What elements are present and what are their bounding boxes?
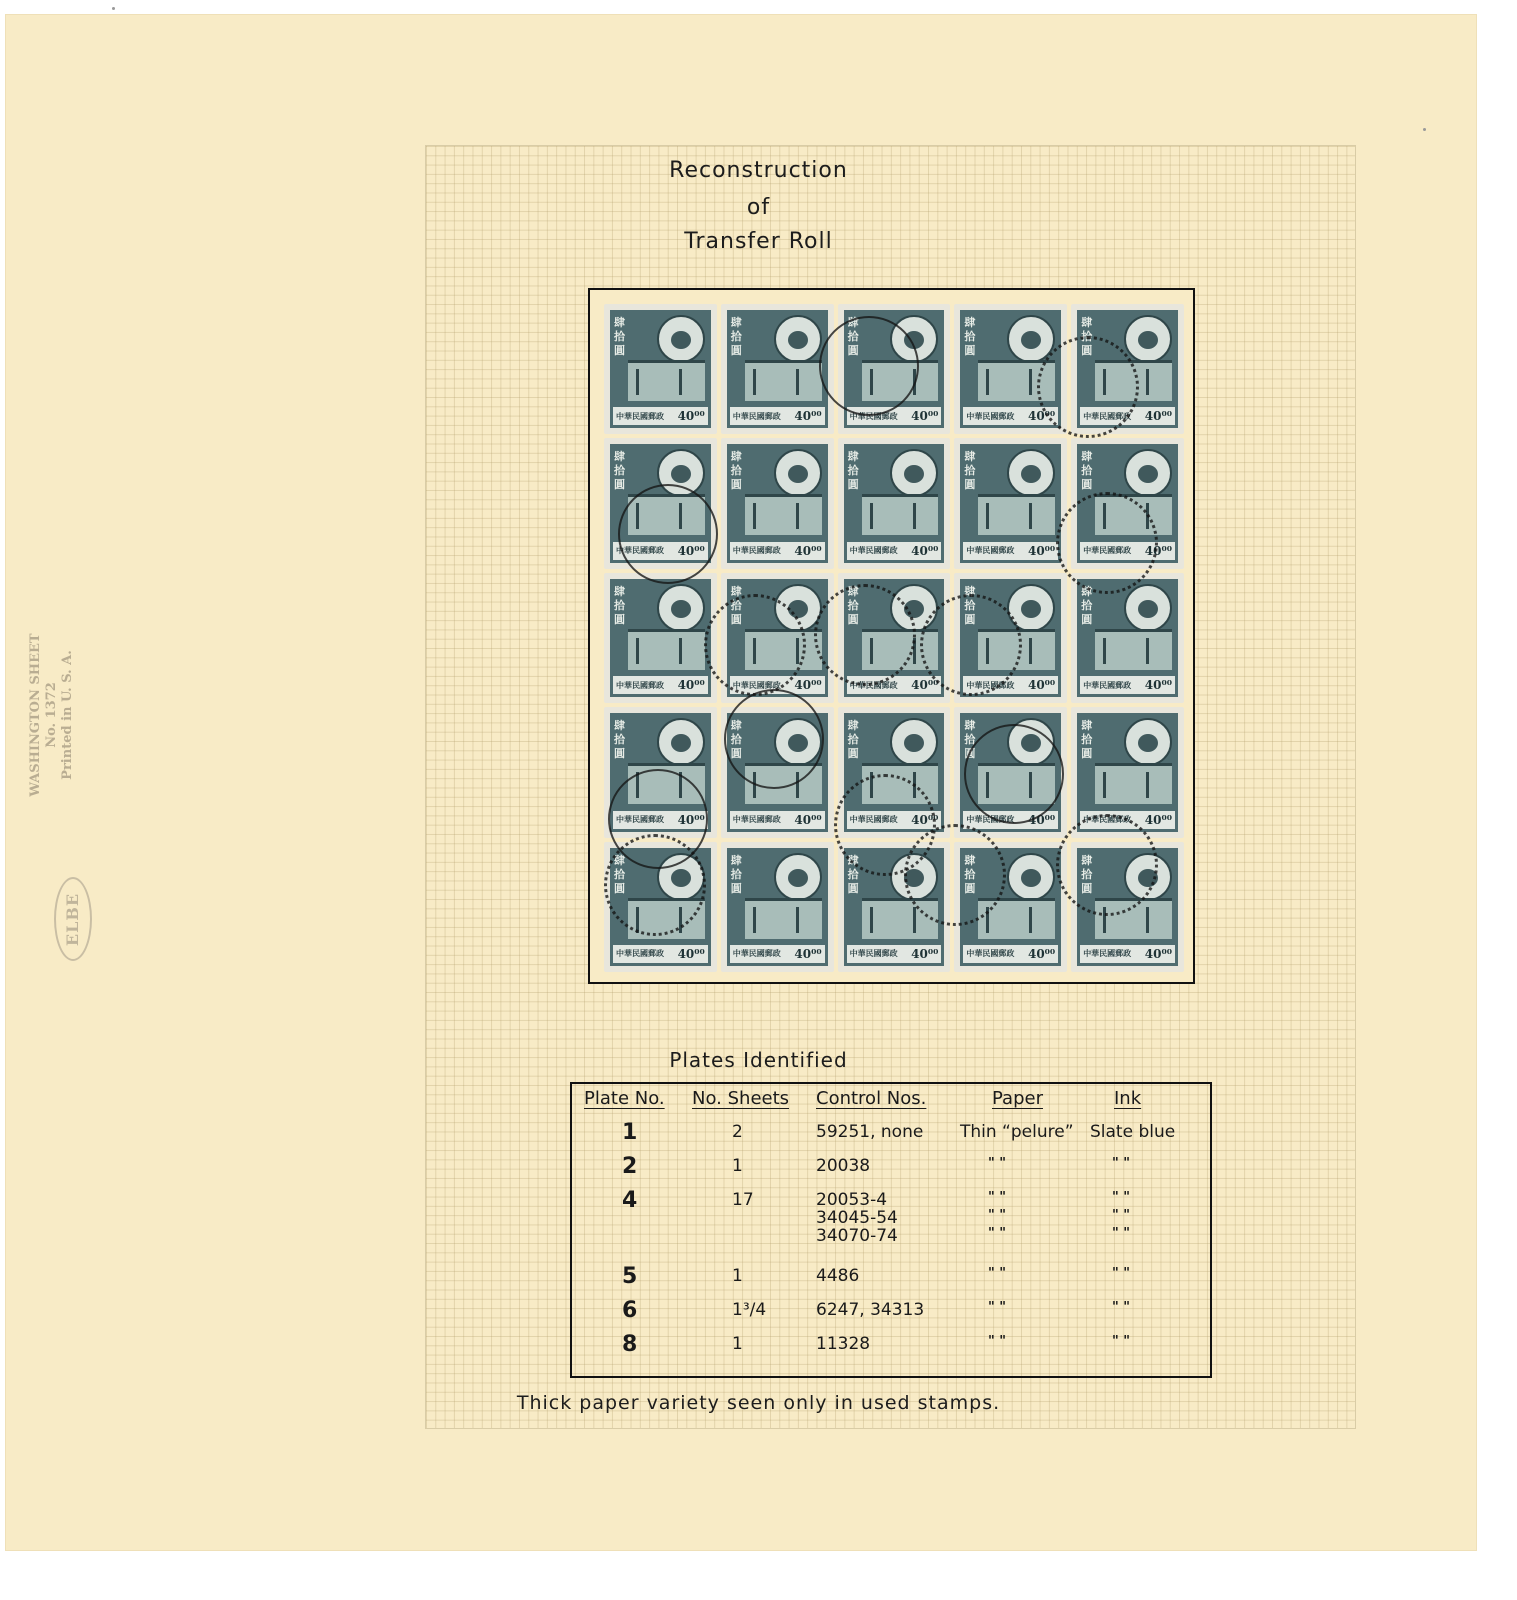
stamp-footer <box>847 676 942 694</box>
medallion-icon <box>1007 718 1055 766</box>
stamp-design <box>727 848 828 966</box>
stamp-denomination-chars: 肆拾圓 <box>1081 316 1093 357</box>
stamp-inscription: 中華民國郵政 <box>732 411 781 421</box>
stamp-inscription: 中華民國郵政 <box>616 949 664 959</box>
control-number: 20053-4 <box>816 1190 888 1210</box>
page-title-line-2: of <box>746 195 771 220</box>
stamp-denomination-chars: 肆拾圓 <box>847 450 859 492</box>
medallion-icon <box>890 584 938 632</box>
stamp-block <box>604 304 1184 972</box>
control-number: 59251, none <box>816 1122 924 1142</box>
stamp-denomination-chars: 肆拾圓 <box>1081 450 1093 492</box>
stamp-inscription: 中華民國郵政 <box>1083 411 1132 421</box>
stamp-footer <box>847 542 942 560</box>
stamp-footer <box>963 945 1058 963</box>
stamp-design <box>844 310 945 428</box>
stamp-footer <box>963 542 1058 560</box>
stamp-footer <box>613 542 708 560</box>
stamp <box>1071 573 1184 703</box>
stamp-vignette <box>745 494 822 535</box>
stamp <box>838 573 951 703</box>
paper-type: Thin “pelure” <box>960 1122 1074 1142</box>
stamp <box>604 304 717 434</box>
stamp <box>721 573 834 703</box>
stamp-inscription: 中華民國郵政 <box>849 680 898 690</box>
stamp-footer <box>1080 407 1175 425</box>
stamp-footer <box>1080 811 1175 829</box>
stamp-vignette <box>628 898 705 939</box>
stamp-denomination-chars: 肆拾圓 <box>730 450 742 492</box>
control-number: 20038 <box>816 1156 871 1176</box>
medallion-icon <box>657 449 705 497</box>
plate-number: 1 <box>622 1120 638 1145</box>
medallion-icon <box>774 449 822 497</box>
stamp-design <box>960 579 1061 697</box>
stamp-value: 40⁰⁰ <box>1144 543 1172 558</box>
stamp-design <box>727 713 828 831</box>
stamp-design <box>960 444 1061 562</box>
stamp-value: 40⁰⁰ <box>794 543 822 558</box>
medallion-icon <box>774 718 822 766</box>
stamp-vignette <box>745 360 822 401</box>
ink-color: " " <box>1112 1226 1131 1241</box>
stamp-inscription: 中華民國郵政 <box>966 680 1015 690</box>
stamp-inscription: 中華民國郵政 <box>1083 949 1132 959</box>
stamp-value: 40⁰⁰ <box>1144 946 1172 961</box>
stamp-value: 40⁰⁰ <box>794 678 822 693</box>
medallion-icon <box>1124 449 1172 497</box>
stamp-inscription: 中華民國郵政 <box>732 546 781 556</box>
medallion-icon <box>1007 315 1055 363</box>
page-title-line-1: Reconstruction <box>669 158 848 183</box>
ink-color: " " <box>1112 1266 1131 1281</box>
stamp-vignette <box>862 898 939 939</box>
stamp-footer <box>613 945 708 963</box>
stamp-value: 40⁰⁰ <box>794 946 822 961</box>
elbe-logo-text: ELBE <box>63 892 83 946</box>
stamp-value: 40⁰⁰ <box>677 409 705 424</box>
medallion-icon <box>657 853 705 901</box>
stamp-vignette <box>745 763 822 804</box>
stamp-vignette <box>628 494 705 535</box>
stamp-vignette <box>978 494 1055 535</box>
footnote: Thick paper variety seen only in used stamps. <box>516 1392 1001 1414</box>
stamp-footer <box>963 407 1058 425</box>
stamp-vignette <box>745 898 822 939</box>
sheet-count: 1³/4 <box>732 1300 767 1320</box>
medallion-icon <box>890 718 938 766</box>
stamp-denomination-chars: 肆拾圓 <box>730 719 742 761</box>
stamp-denomination-chars: 肆拾圓 <box>1081 584 1093 626</box>
stamp-inscription: 中華民國郵政 <box>616 680 664 690</box>
stamp-design <box>1077 713 1178 831</box>
stamp-vignette <box>978 898 1055 939</box>
stamp-inscription: 中華民國郵政 <box>849 949 898 959</box>
paper-type: " " <box>988 1156 1007 1171</box>
control-number: 34070-74 <box>816 1226 898 1246</box>
stamp-inscription: 中華民國郵政 <box>849 411 898 421</box>
stamp-design <box>610 579 711 697</box>
stamp-value: 40⁰⁰ <box>911 409 939 424</box>
stamp-footer <box>730 945 825 963</box>
stamp-value: 40⁰⁰ <box>677 678 705 693</box>
stamp-denomination-chars: 肆拾圓 <box>964 853 976 895</box>
stamp <box>1071 842 1184 972</box>
stamp-inscription: 中華民國郵政 <box>616 815 664 825</box>
elbe-logo <box>54 877 92 961</box>
stamp-design <box>960 848 1061 966</box>
ink-color: " " <box>1112 1156 1131 1171</box>
stamp-denomination-chars: 肆拾圓 <box>964 584 976 626</box>
stamp-denomination-chars: 肆拾圓 <box>730 584 742 626</box>
stamp-footer <box>1080 676 1175 694</box>
sheet-count: 17 <box>732 1190 754 1210</box>
stamp-value: 40⁰⁰ <box>1027 812 1056 827</box>
stamp-design <box>844 444 945 562</box>
stamp-value: 40⁰⁰ <box>1144 812 1172 827</box>
stamp-denomination-chars: 肆拾圓 <box>1081 853 1093 895</box>
ink-color: " " <box>1112 1190 1131 1205</box>
medallion-icon <box>1007 449 1055 497</box>
header-ink: Ink <box>1114 1088 1142 1109</box>
stamp-denomination-chars: 肆拾圓 <box>847 584 859 626</box>
stamp <box>604 842 717 972</box>
stamp-inscription: 中華民國郵政 <box>1083 546 1132 556</box>
medallion-icon <box>1007 853 1055 901</box>
stamp <box>954 438 1067 568</box>
medallion-icon <box>890 853 938 901</box>
stamp-vignette <box>978 763 1055 804</box>
medallion-icon <box>774 315 822 363</box>
stamp <box>954 707 1067 837</box>
stamp-value: 40⁰⁰ <box>1027 946 1056 961</box>
stamp-design <box>610 310 711 428</box>
medallion-icon <box>1124 853 1172 901</box>
medallion-icon <box>1007 584 1055 632</box>
stamp-vignette <box>745 629 822 670</box>
stamp-value: 40⁰⁰ <box>911 812 939 827</box>
stamp-design <box>610 713 711 831</box>
stamp-footer <box>1080 945 1175 963</box>
sheet-count: 2 <box>732 1122 743 1142</box>
stamp-inscription: 中華民國郵政 <box>732 949 781 959</box>
stamp-block-frame <box>588 288 1195 984</box>
header-paper: Paper <box>992 1088 1043 1109</box>
stamp-design <box>960 310 1061 428</box>
stamp-vignette <box>862 360 939 401</box>
stamp-vignette <box>1095 629 1172 670</box>
stamp-inscription: 中華民國郵政 <box>616 546 664 556</box>
stamp-inscription: 中華民國郵政 <box>966 411 1015 421</box>
paper-speck <box>1423 128 1426 131</box>
paper-speck <box>112 7 115 10</box>
stamp-inscription: 中華民國郵政 <box>849 815 898 825</box>
medallion-icon <box>657 315 705 363</box>
stamp-design <box>610 848 711 966</box>
stamp-vignette <box>978 629 1055 670</box>
plate-number: 8 <box>622 1332 638 1357</box>
stamp-vignette <box>1095 494 1172 535</box>
medallion-icon <box>657 584 705 632</box>
header-plate-no: Plate No. <box>584 1088 665 1109</box>
stamp-value: 40⁰⁰ <box>1027 678 1056 693</box>
stamp-inscription: 中華民國郵政 <box>616 411 664 421</box>
stamp-value: 40⁰⁰ <box>677 812 705 827</box>
stamp <box>1071 304 1184 434</box>
stamp-vignette <box>862 494 939 535</box>
stamp <box>604 438 717 568</box>
stamp-footer <box>730 676 825 694</box>
paper-type: " " <box>988 1300 1007 1315</box>
ink-color: " " <box>1112 1334 1131 1349</box>
stamp-vignette <box>1095 360 1172 401</box>
stamp-value: 40⁰⁰ <box>1144 678 1172 693</box>
stamp-inscription: 中華民國郵政 <box>849 546 898 556</box>
stamp-denomination-chars: 肆拾圓 <box>964 316 976 357</box>
stamp-vignette <box>978 360 1055 401</box>
stamp-value: 40⁰⁰ <box>677 543 705 558</box>
medallion-icon <box>1124 584 1172 632</box>
stamp-design <box>844 848 945 966</box>
stamp-design <box>727 310 828 428</box>
stamp-vignette <box>628 763 705 804</box>
stamp-value: 40⁰⁰ <box>911 543 939 558</box>
stamp-design <box>727 579 828 697</box>
header-no-sheets: No. Sheets <box>692 1088 790 1109</box>
plate-number: 4 <box>622 1188 638 1213</box>
stamp-denomination-chars: 肆拾圓 <box>730 316 742 357</box>
imprint-line-2: No. 1372 <box>44 682 59 748</box>
medallion-icon <box>890 315 938 363</box>
stamp-footer <box>730 542 825 560</box>
stamp-footer <box>613 676 708 694</box>
plate-number: 5 <box>622 1264 638 1289</box>
stamp-denomination-chars: 肆拾圓 <box>964 719 976 761</box>
imprint-line-1: WASHINGTON SHEET <box>28 633 43 797</box>
stamp-vignette <box>628 629 705 670</box>
stamp-value: 40⁰⁰ <box>677 946 705 961</box>
control-number: 34045-54 <box>816 1208 898 1228</box>
control-number: 11328 <box>816 1334 871 1354</box>
stamp-vignette <box>628 360 705 401</box>
stamp <box>721 304 834 434</box>
medallion-icon <box>774 853 822 901</box>
medallion-icon <box>774 584 822 632</box>
stamp-denomination-chars: 肆拾圓 <box>614 450 625 492</box>
stamp-denomination-chars: 肆拾圓 <box>964 450 976 492</box>
paper-type: " " <box>988 1334 1007 1349</box>
stamp-design <box>1077 444 1178 562</box>
stamp-inscription: 中華民國郵政 <box>732 680 781 690</box>
stamp <box>721 707 834 837</box>
stamp-footer <box>963 676 1058 694</box>
stamp-inscription: 中華民國郵政 <box>732 815 781 825</box>
stamp <box>838 707 951 837</box>
stamp-design <box>1077 848 1178 966</box>
stamp-vignette <box>862 763 939 804</box>
medallion-icon <box>890 449 938 497</box>
plate-number: 6 <box>622 1298 638 1323</box>
stamp-value: 40⁰⁰ <box>911 678 939 693</box>
page-title-line-3: Transfer Roll <box>684 229 833 254</box>
stamp-design <box>1077 579 1178 697</box>
ink-color: " " <box>1112 1208 1131 1223</box>
stamp-denomination-chars: 肆拾圓 <box>614 719 625 761</box>
stamp-inscription: 中華民國郵政 <box>1083 680 1132 690</box>
imprint-line-3: Printed in U. S. A. <box>60 650 75 780</box>
stamp-footer <box>847 945 942 963</box>
stamp-footer <box>963 811 1058 829</box>
stamp <box>838 304 951 434</box>
medallion-icon <box>1124 315 1172 363</box>
stamp <box>1071 707 1184 837</box>
stamp-vignette <box>1095 898 1172 939</box>
stamp-footer <box>847 811 942 829</box>
sheet-count: 1 <box>732 1334 743 1354</box>
paper-type: " " <box>988 1266 1007 1281</box>
paper-type: " " <box>988 1226 1007 1241</box>
plate-number: 2 <box>622 1154 638 1179</box>
stamp <box>604 573 717 703</box>
stamp-inscription: 中華民國郵政 <box>1083 815 1132 825</box>
stamp-footer <box>1080 542 1175 560</box>
stamp-inscription: 中華民國郵政 <box>966 949 1015 959</box>
stamp <box>954 842 1067 972</box>
ink-color: " " <box>1112 1300 1131 1315</box>
stamp-inscription: 中華民國郵政 <box>966 815 1015 825</box>
stamp <box>838 438 951 568</box>
stamp <box>721 842 834 972</box>
stamp-vignette <box>862 629 939 670</box>
stamp-footer <box>730 407 825 425</box>
stamp-footer <box>730 811 825 829</box>
stamp <box>604 707 717 837</box>
stamp <box>838 842 951 972</box>
stamp-denomination-chars: 肆拾圓 <box>730 853 742 895</box>
stamp <box>954 573 1067 703</box>
control-number: 4486 <box>816 1266 860 1286</box>
plates-title: Plates Identified <box>669 1048 848 1072</box>
stamp-design <box>1077 310 1178 428</box>
stamp-denomination-chars: 肆拾圓 <box>614 584 625 626</box>
stamp-denomination-chars: 肆拾圓 <box>1081 719 1093 761</box>
stamp-inscription: 中華民國郵政 <box>966 546 1015 556</box>
stamp-denomination-chars: 肆拾圓 <box>614 316 625 357</box>
stamp-footer <box>613 811 708 829</box>
paper-type: " " <box>988 1208 1007 1223</box>
stamp-denomination-chars: 肆拾圓 <box>614 853 625 895</box>
stamp-value: 40⁰⁰ <box>911 946 939 961</box>
stamp-footer <box>613 407 708 425</box>
stamp-value: 40⁰⁰ <box>794 812 822 827</box>
stamp-design <box>727 444 828 562</box>
stamp-design <box>844 579 945 697</box>
publisher-imprint <box>28 615 76 815</box>
paper-type: " " <box>988 1190 1007 1205</box>
stamp-value: 40⁰⁰ <box>1027 409 1056 424</box>
stamp <box>1071 438 1184 568</box>
stamp-denomination-chars: 肆拾圓 <box>847 853 859 895</box>
stamp-denomination-chars: 肆拾圓 <box>847 316 859 357</box>
stamp <box>954 304 1067 434</box>
stamp-design <box>844 713 945 831</box>
medallion-icon <box>1124 718 1172 766</box>
sheet-count: 1 <box>732 1156 743 1176</box>
stamp-denomination-chars: 肆拾圓 <box>847 719 859 761</box>
plates-table <box>570 1082 1212 1378</box>
stamp-design <box>960 713 1061 831</box>
stamp-vignette <box>1095 763 1172 804</box>
stamp-design <box>610 444 711 562</box>
stamp-value: 40⁰⁰ <box>1144 409 1172 424</box>
ink-color: Slate blue <box>1090 1122 1176 1142</box>
control-number: 6247, 34313 <box>816 1300 925 1320</box>
stamp <box>721 438 834 568</box>
sheet-count: 1 <box>732 1266 743 1286</box>
stamp-value: 40⁰⁰ <box>1027 543 1056 558</box>
stamp-footer <box>847 407 942 425</box>
stamp-value: 40⁰⁰ <box>794 409 822 424</box>
header-control-nos: Control Nos. <box>816 1088 927 1109</box>
medallion-icon <box>657 718 705 766</box>
